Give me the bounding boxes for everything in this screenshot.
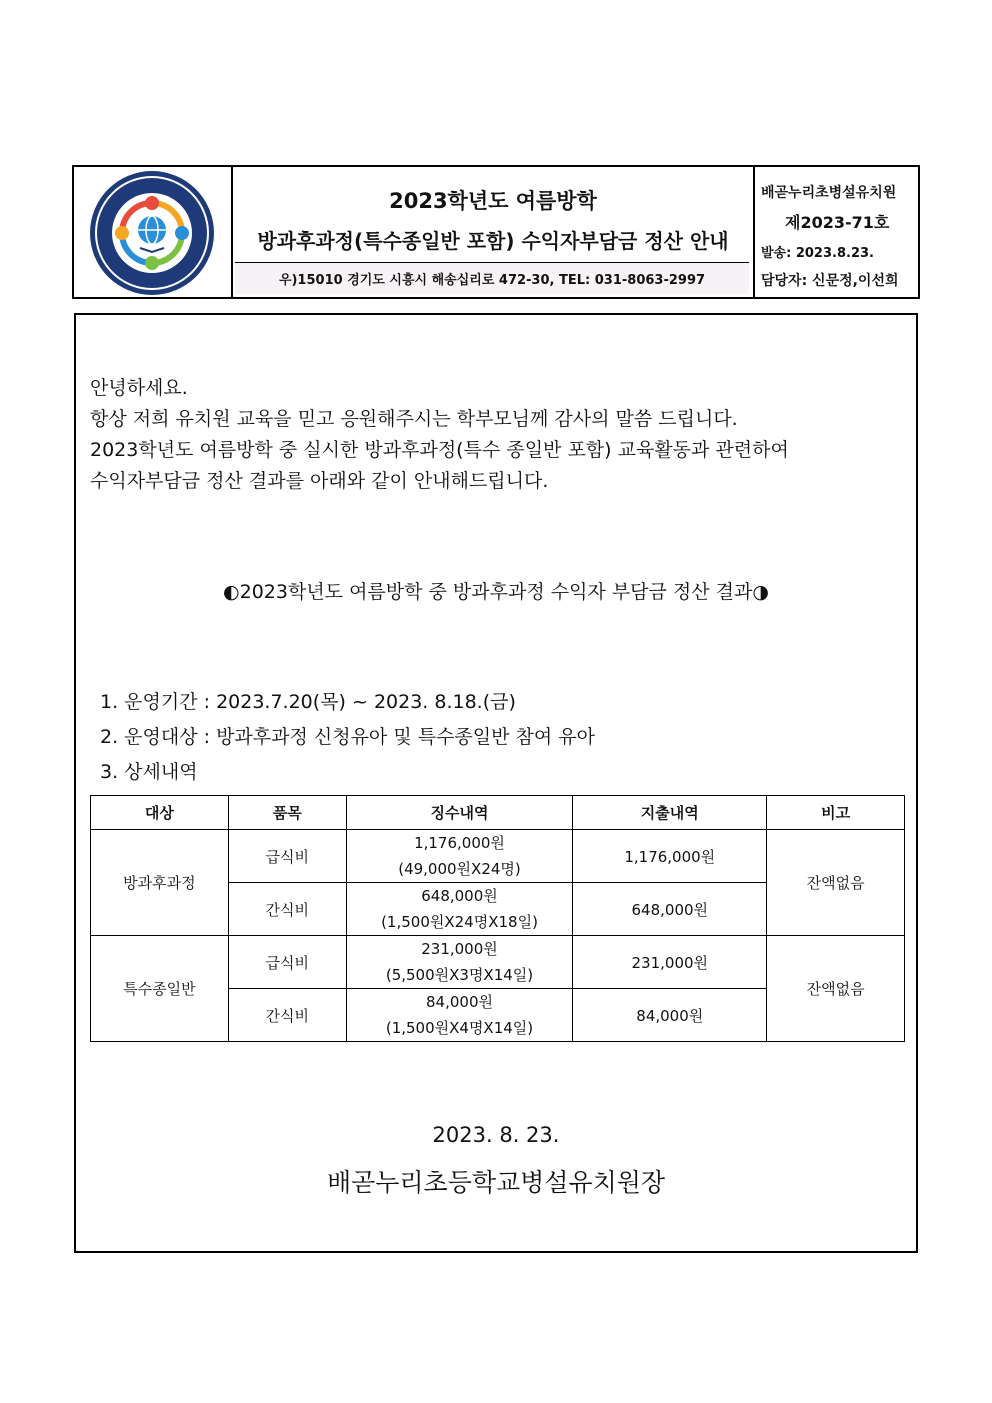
intro-line: 수익자부담금 정산 결과를 아래와 같이 안내해드립니다. (90, 470, 549, 492)
intro-line: 2023학년도 여름방학 중 실시한 방과후과정(특수 종일반 포함) 교육활동과 관련하여 (90, 439, 789, 461)
table-row (91, 936, 905, 989)
footer-date: 2023. 8. 23. (432, 1123, 560, 1147)
school-logo (77, 168, 227, 298)
collected-amount: 231,000원 (421, 940, 498, 958)
note-cell: 잔액없음 (767, 830, 905, 936)
note-cell: 잔액없음 (767, 936, 905, 1042)
doc-title-line1: 2023학년도 여름방학 (389, 189, 597, 213)
collected-cell (346, 989, 573, 1042)
spent-cell: 648,000원 (573, 883, 767, 936)
logo-cell (74, 167, 233, 297)
item-cell: 급식비 (228, 936, 346, 989)
collected-calc: (5,500원X3명X14일) (385, 966, 534, 984)
collected-cell (346, 936, 573, 989)
school-name: 배곧누리초병설유치원 (761, 185, 897, 201)
header-target: 대상 (91, 796, 229, 830)
section-title: ◐2023학년도 여름방학 중 방과후과정 수익자 부담금 정산 결과◑ (223, 581, 769, 603)
item-cell: 간식비 (228, 883, 346, 936)
header-collected: 징수내역 (346, 796, 573, 830)
collected-amount: 1,176,000원 (414, 834, 505, 852)
header-note: 비고 (767, 796, 905, 830)
intro-line: 안녕하세요. (90, 377, 188, 399)
document-body (74, 313, 918, 1253)
collected-cell (346, 883, 573, 936)
item-cell: 간식비 (228, 989, 346, 1042)
footer-signature: 배곧누리초등학교병설유치원장 (326, 1168, 666, 1197)
meta-cell (755, 167, 918, 297)
settlement-table (90, 795, 905, 1042)
doc-number: 제2023-71호 (785, 213, 890, 232)
table-header-row (91, 796, 905, 830)
collected-amount: 648,000원 (421, 887, 498, 905)
list-item-details: 3. 상세내역 (100, 761, 198, 783)
collected-calc: (1,500원X4명X14일) (385, 1019, 534, 1037)
document-header (72, 165, 920, 299)
intro-text (90, 373, 920, 497)
title-cell (233, 167, 755, 297)
item-cell: 급식비 (228, 830, 346, 883)
issue-date: 발송: 2023.8.23. (761, 246, 874, 261)
collected-calc: (1,500원X24명X18일) (381, 913, 538, 931)
collected-cell (346, 830, 573, 883)
table-row (91, 830, 905, 883)
target-cell: 방과후과정 (91, 830, 229, 936)
spent-cell: 1,176,000원 (573, 830, 767, 883)
list-item-target: 2. 운영대상 : 방과후과정 신청유아 및 특수종일반 참여 유아 (100, 726, 595, 748)
spent-cell: 231,000원 (573, 936, 767, 989)
collected-calc: (49,000원X24명) (398, 860, 521, 878)
address-line: 우)15010 경기도 시흥시 해송십리로 472-30, TEL: 031-8063-2997 (235, 262, 749, 294)
collected-amount: 84,000원 (426, 993, 493, 1011)
spent-cell: 84,000원 (573, 989, 767, 1042)
header-spent: 지출내역 (573, 796, 767, 830)
header-item: 품목 (228, 796, 346, 830)
target-cell: 특수종일반 (91, 936, 229, 1042)
doc-title-line2: 방과후과정(특수종일반 포함) 수익자부담금 정산 안내 (257, 229, 729, 253)
contact-person: 담당자: 신문정,이선희 (761, 273, 899, 289)
intro-line: 항상 저희 유치원 교육을 믿고 응원해주시는 학부모님께 감사의 말씀 드립니다. (90, 408, 738, 430)
info-list (100, 685, 595, 790)
list-item-period: 1. 운영기간 : 2023.7.20(목) ~ 2023. 8.18.(금) (100, 691, 516, 713)
